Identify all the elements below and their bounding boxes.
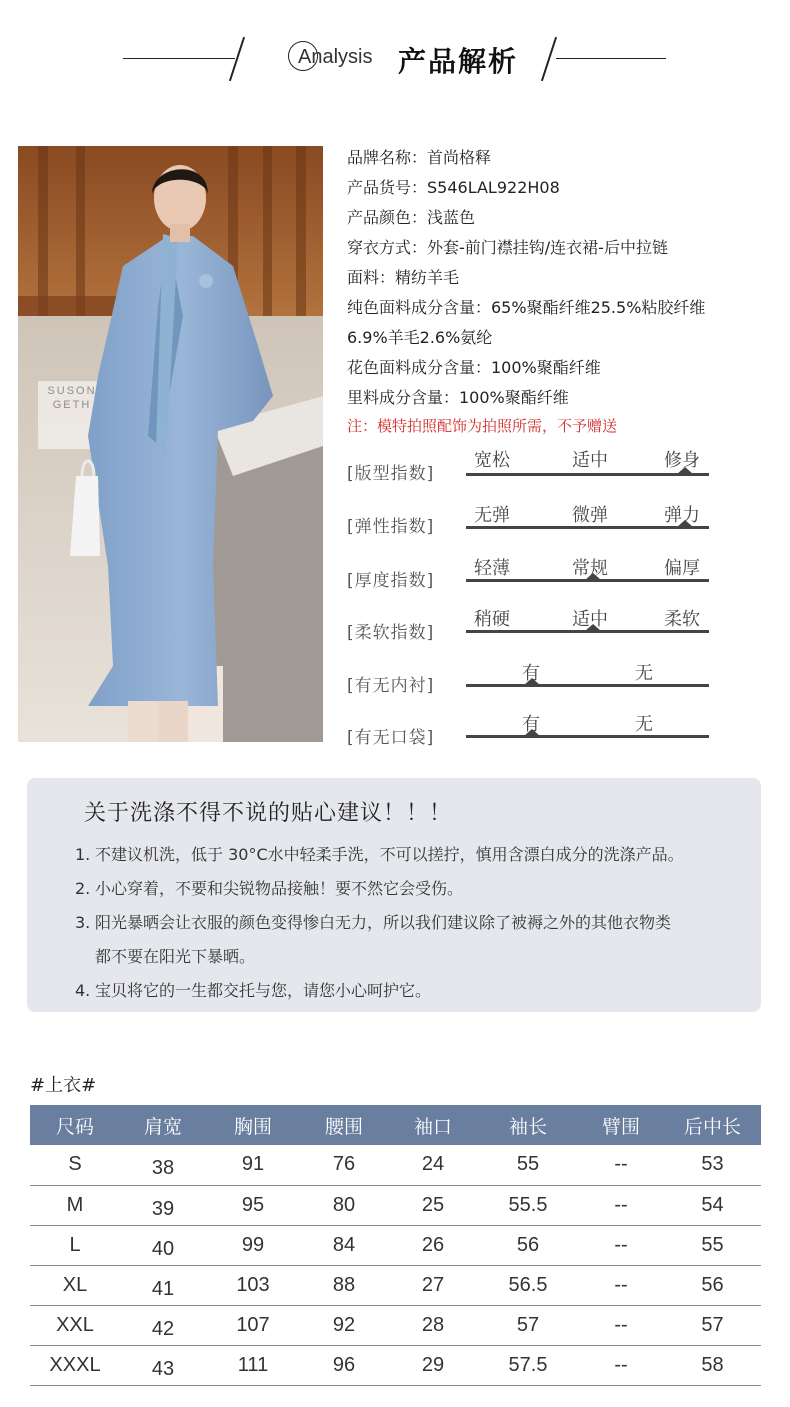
shoulder-cell: 39 bbox=[120, 1185, 206, 1225]
column-header: 肩宽 bbox=[120, 1105, 206, 1145]
waist-cell: 84 bbox=[300, 1225, 388, 1265]
size-cell: XXL bbox=[30, 1305, 120, 1345]
sleeve-cell: 57.5 bbox=[478, 1345, 578, 1385]
index-option: 适中 bbox=[572, 450, 608, 471]
table-row bbox=[30, 1305, 761, 1345]
sleeve-cell: 56.5 bbox=[478, 1265, 578, 1305]
header-cn-title: 产品解析 bbox=[398, 45, 519, 78]
arm-cell: -- bbox=[578, 1185, 664, 1225]
index-marker bbox=[677, 520, 693, 527]
back-length-cell: 58 bbox=[664, 1345, 761, 1385]
washing-advice-title: 关于洗涤不得不说的贴心建议！！！ bbox=[84, 801, 453, 826]
header-rule-left bbox=[123, 58, 235, 59]
washing-advice-item: 3. 阳光暴晒会让衣服的颜色变得惨白无力，所以我们建议除了被褥之外的其他衣物类 bbox=[75, 913, 672, 932]
header-rule-right bbox=[556, 58, 666, 59]
spec-solid-composition-cont: 6.9%羊毛2.6%氨纶 bbox=[347, 328, 493, 347]
index-label-lining: [有无内衬] bbox=[347, 676, 435, 696]
arm-cell: -- bbox=[578, 1305, 664, 1345]
cuff-cell: 27 bbox=[388, 1265, 478, 1305]
back-length-cell: 56 bbox=[664, 1265, 761, 1305]
column-header: 后中长 bbox=[664, 1105, 761, 1145]
chest-cell: 99 bbox=[206, 1225, 300, 1265]
chest-cell: 103 bbox=[206, 1265, 300, 1305]
index-label-elasticity: [弹性指数] bbox=[347, 517, 435, 537]
shoulder-cell: 41 bbox=[120, 1265, 206, 1305]
index-label-pocket: [有无口袋] bbox=[347, 728, 435, 748]
cuff-cell: 24 bbox=[388, 1145, 478, 1185]
chest-cell: 111 bbox=[206, 1345, 300, 1385]
shoulder-cell: 43 bbox=[120, 1345, 206, 1385]
index-option: 宽松 bbox=[474, 450, 510, 471]
spec-lining-composition: 里料成分含量：100%聚酯纤维 bbox=[347, 388, 569, 407]
index-scale bbox=[466, 473, 709, 476]
spec-fabric: 面料：精纺羊毛 bbox=[347, 268, 460, 287]
arm-cell: -- bbox=[578, 1225, 664, 1265]
index-option: 微弹 bbox=[572, 505, 608, 526]
table-row bbox=[30, 1265, 761, 1305]
size-cell: XL bbox=[30, 1265, 120, 1305]
column-header: 袖口 bbox=[388, 1105, 478, 1145]
sleeve-cell: 55.5 bbox=[478, 1185, 578, 1225]
waist-cell: 96 bbox=[300, 1345, 388, 1385]
index-scale bbox=[466, 526, 709, 529]
spec-solid-composition: 纯色面料成分含量：65%聚酯纤维25.5%粘胶纤维 bbox=[347, 298, 706, 317]
index-label-fit: [版型指数] bbox=[347, 464, 435, 484]
back-length-cell: 53 bbox=[664, 1145, 761, 1185]
index-option: 无弹 bbox=[474, 505, 510, 526]
size-cell: M bbox=[30, 1185, 120, 1225]
cuff-cell: 25 bbox=[388, 1185, 478, 1225]
header-slash-right bbox=[541, 37, 557, 81]
column-header: 尺码 bbox=[30, 1105, 120, 1145]
index-option: 有 bbox=[522, 714, 540, 735]
product-photo bbox=[18, 146, 323, 742]
index-option: 适中 bbox=[572, 609, 608, 630]
accessory-note: 注：模特拍照配饰为拍照所需，不予赠送 bbox=[347, 417, 618, 435]
table-row bbox=[30, 1145, 761, 1185]
index-option: 弹力 bbox=[664, 505, 700, 526]
index-option: 常规 bbox=[572, 558, 608, 579]
back-length-cell: 54 bbox=[664, 1185, 761, 1225]
index-option: 无 bbox=[635, 714, 653, 735]
arm-cell: -- bbox=[578, 1145, 664, 1185]
index-option: 偏厚 bbox=[664, 558, 700, 579]
sleeve-cell: 57 bbox=[478, 1305, 578, 1345]
spec-brand: 品牌名称：首尚格释 bbox=[347, 148, 492, 167]
index-marker bbox=[585, 573, 601, 580]
cuff-cell: 28 bbox=[388, 1305, 478, 1345]
washing-advice-panel bbox=[27, 778, 761, 1012]
waist-cell: 88 bbox=[300, 1265, 388, 1305]
chest-cell: 95 bbox=[206, 1185, 300, 1225]
waist-cell: 76 bbox=[300, 1145, 388, 1185]
index-scale bbox=[466, 684, 709, 687]
size-table bbox=[30, 1105, 761, 1386]
index-marker bbox=[524, 729, 540, 736]
shoulder-cell: 42 bbox=[120, 1305, 206, 1345]
table-row bbox=[30, 1345, 761, 1385]
column-header: 胸围 bbox=[206, 1105, 300, 1145]
index-option: 稍硬 bbox=[474, 609, 510, 630]
size-table-title: #上衣# bbox=[30, 1075, 97, 1096]
spec-sku: 产品货号：S546LAL922H08 bbox=[347, 178, 560, 197]
column-header: 腰围 bbox=[300, 1105, 388, 1145]
shoulder-cell: 40 bbox=[120, 1225, 206, 1265]
washing-advice-item: 2. 小心穿着，不要和尖锐物品接触！要不然它会受伤。 bbox=[75, 879, 464, 898]
chest-cell: 107 bbox=[206, 1305, 300, 1345]
arm-cell: -- bbox=[578, 1265, 664, 1305]
index-marker bbox=[585, 624, 601, 631]
index-option: 有 bbox=[522, 663, 540, 684]
spec-pattern-composition: 花色面料成分含量：100%聚酯纤维 bbox=[347, 358, 601, 377]
size-cell: S bbox=[30, 1145, 120, 1185]
back-length-cell: 55 bbox=[664, 1225, 761, 1265]
spec-wear: 穿衣方式：外套-前门襟挂钩/连衣裙-后中拉链 bbox=[347, 238, 668, 257]
index-option: 修身 bbox=[664, 450, 700, 471]
index-option: 柔软 bbox=[664, 609, 700, 630]
size-cell: XXXL bbox=[30, 1345, 120, 1385]
index-scale bbox=[466, 735, 709, 738]
index-label-softness: [柔软指数] bbox=[347, 623, 435, 643]
index-label-thickness: [厚度指数] bbox=[347, 571, 435, 591]
waist-cell: 92 bbox=[300, 1305, 388, 1345]
chest-cell: 91 bbox=[206, 1145, 300, 1185]
shoulder-cell: 38 bbox=[120, 1145, 206, 1185]
spec-color: 产品颜色：浅蓝色 bbox=[347, 208, 476, 227]
table-row bbox=[30, 1185, 761, 1225]
index-option: 轻薄 bbox=[474, 558, 510, 579]
washing-advice-item: 4. 宝贝将它的一生都交托与您，请您小心呵护它。 bbox=[75, 981, 432, 1000]
header-en-title: Analysis bbox=[298, 46, 373, 68]
washing-advice-list bbox=[75, 838, 755, 1008]
size-cell: L bbox=[30, 1225, 120, 1265]
index-option: 无 bbox=[635, 663, 653, 684]
washing-advice-item: 1. 不建议机洗，低于 30°C水中轻柔手洗，不可以搓拧，慎用含漂白成分的洗涤产品。 bbox=[75, 845, 684, 864]
index-marker bbox=[677, 467, 693, 474]
size-table-header bbox=[30, 1105, 761, 1145]
column-header: 臂围 bbox=[578, 1105, 664, 1145]
back-length-cell: 57 bbox=[664, 1305, 761, 1345]
cuff-cell: 29 bbox=[388, 1345, 478, 1385]
header-slash-left bbox=[229, 37, 245, 81]
sleeve-cell: 56 bbox=[478, 1225, 578, 1265]
waist-cell: 80 bbox=[300, 1185, 388, 1225]
brand-watermark: SUSON GETH bbox=[47, 385, 97, 411]
washing-advice-item-cont: 都不要在阳光下暴晒。 bbox=[95, 947, 256, 966]
arm-cell: -- bbox=[578, 1345, 664, 1385]
sleeve-cell: 55 bbox=[478, 1145, 578, 1185]
spec-list bbox=[347, 143, 777, 439]
table-row bbox=[30, 1225, 761, 1265]
index-marker bbox=[524, 678, 540, 685]
column-header: 袖长 bbox=[478, 1105, 578, 1145]
cuff-cell: 26 bbox=[388, 1225, 478, 1265]
